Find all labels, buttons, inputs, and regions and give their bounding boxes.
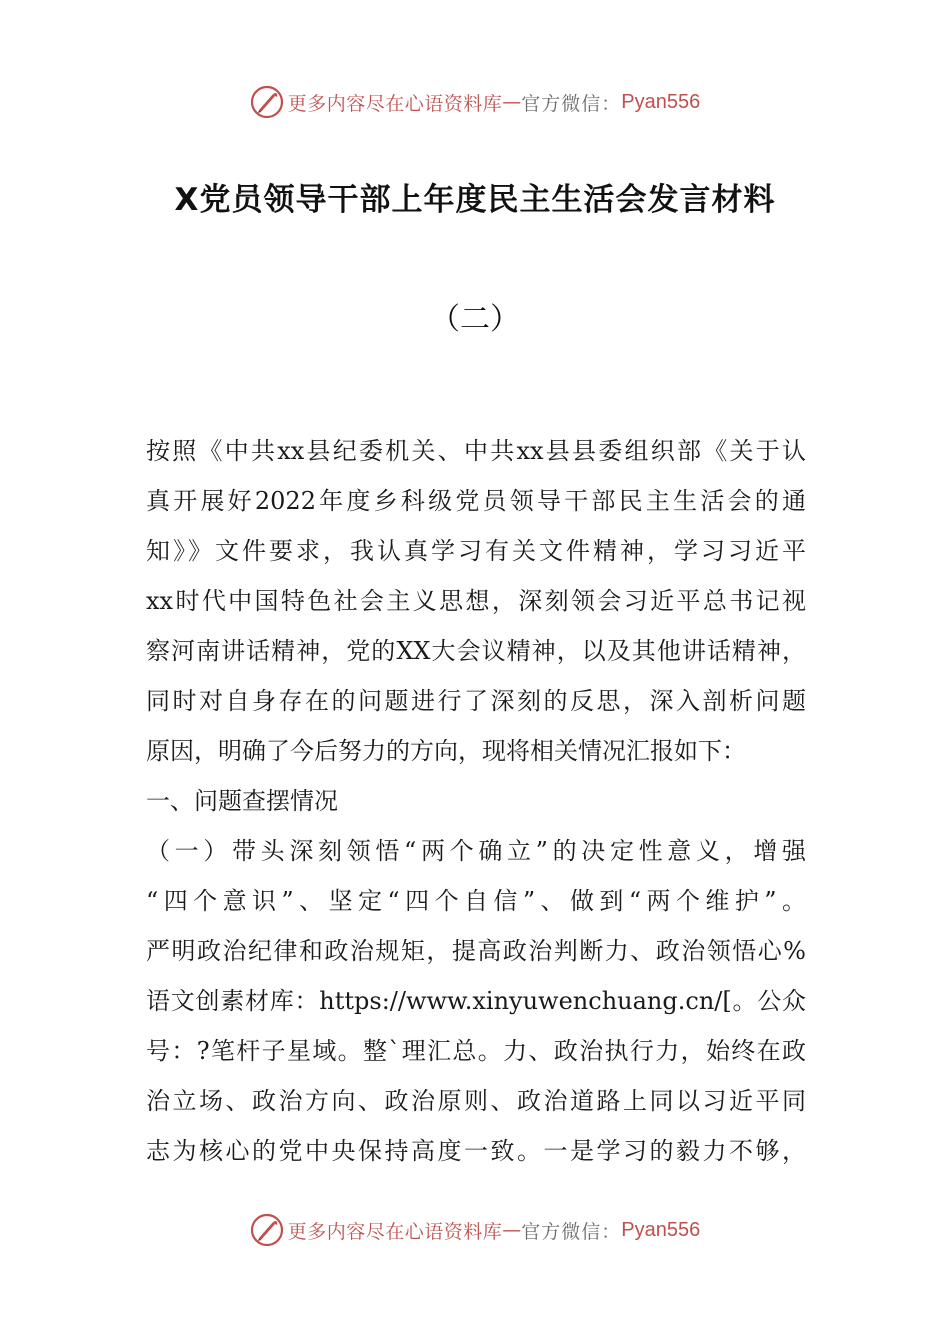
body-line: 原因，明确了今后努力的方向，现将相关情况汇报如下： <box>146 737 746 765</box>
quill-logo-icon <box>250 85 284 119</box>
body-line: 真开展好2022年度乡科级党员领导干部民主生活会的通 <box>146 487 806 515</box>
banner-wechat-id: Pyan556 <box>621 1218 701 1241</box>
banner-label: 官方微信： <box>521 92 622 115</box>
header-banner <box>0 80 950 124</box>
body-line: 治立场、政治方向、政治原则、政治道路上同以习近平同 <box>146 1087 806 1115</box>
body-line: “四个意识”、坚定“四个自信”、做到“两个维护”。 <box>146 887 806 915</box>
body-line: 志为核心的党中央保持高度一致。一是学习的毅力不够， <box>146 1137 806 1165</box>
banner-label: 官方微信： <box>521 1220 622 1243</box>
body-line: 同时对自身存在的问题进行了深刻的反思，深入剖析问题 <box>146 687 806 715</box>
body-line: 按照《中共xx县纪委机关、中共xx县县委组织部《关于认 <box>146 437 806 465</box>
banner-wechat-id: Pyan556 <box>621 90 701 113</box>
banner-text: 更多内容尽在心语资料库 <box>287 1220 503 1243</box>
body-line: 察河南讲话精神，党的XX大会议精神，以及其他讲话精神， <box>146 637 806 665</box>
quill-logo-icon <box>250 1213 284 1247</box>
body-line: xx时代中国特色社会主义思想，深刻领会习近平总书记视 <box>146 587 806 615</box>
body-line: 知》》文件要求，我认真学习有关文件精神，学习习近平 <box>146 537 806 565</box>
document-title: X党员领导干部上年度民主生活会发言材料 <box>174 182 776 218</box>
footer-banner <box>0 1208 950 1252</box>
body-line: 严明政治纪律和政治规矩，提高政治判断力、政治领悟心% <box>146 937 806 965</box>
banner-separator: — <box>502 1219 522 1241</box>
document-body <box>146 426 806 1176</box>
document-subtitle: （二） <box>430 302 520 337</box>
banner-separator: — <box>502 91 522 113</box>
banner-text: 更多内容尽在心语资料库 <box>287 92 503 115</box>
body-line: 语文创素材库：https://www.xinyuwenchuang.cn/[。公众 <box>146 987 806 1015</box>
body-line: （一）带头深刻领悟“两个确立”的决定性意义，增强 <box>146 837 806 865</box>
section-heading: 一、问题查摆情况 <box>146 787 338 815</box>
body-line: 号：?笔杆子星域。整`理汇总。力、政治执行力，始终在政 <box>146 1037 806 1065</box>
